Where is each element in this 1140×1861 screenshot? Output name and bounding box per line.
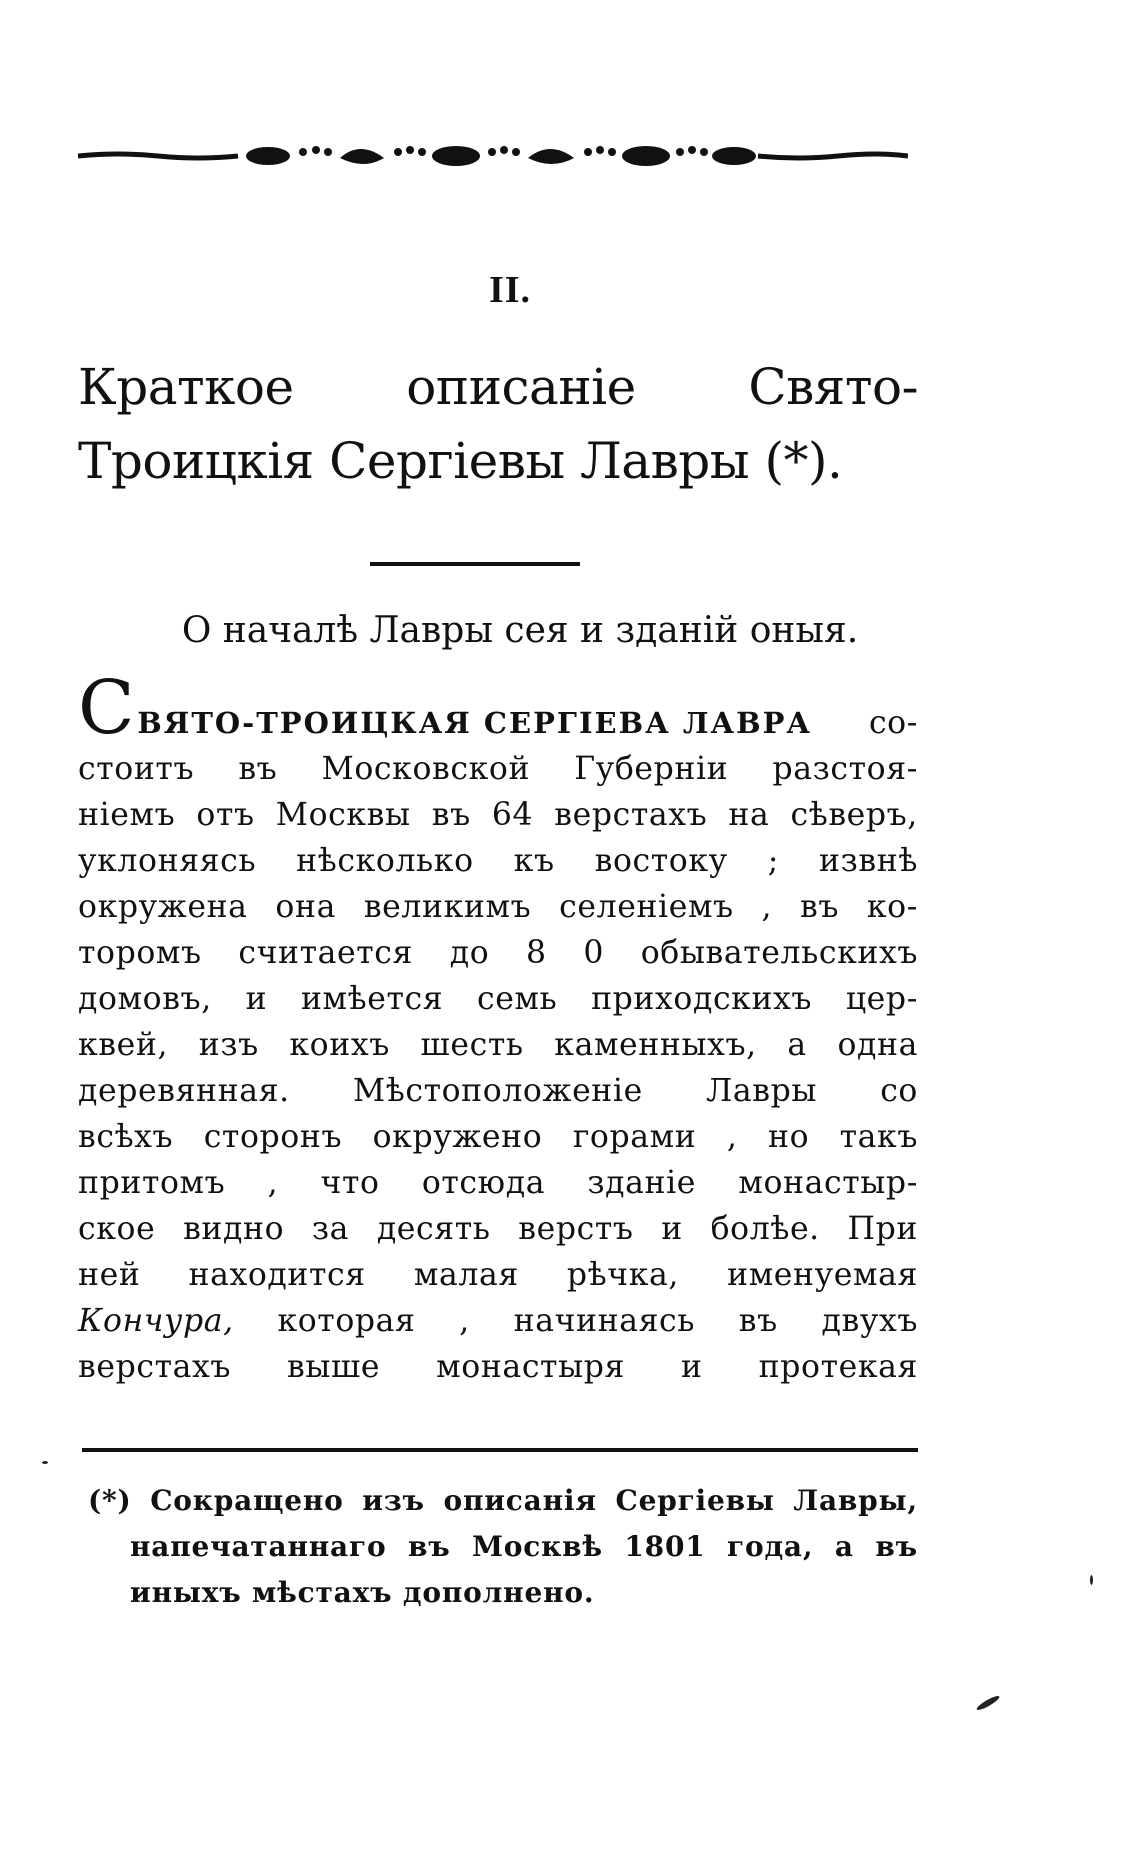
footnote-word: года, <box>727 1530 814 1563</box>
body-word: нѣсколько <box>296 843 474 879</box>
title-word: описаніе <box>406 358 636 416</box>
body-line-italic <box>78 1298 918 1344</box>
body-line <box>78 1022 918 1068</box>
body-line <box>78 838 918 884</box>
footnote-word: 1801 <box>624 1530 706 1563</box>
body-word: сторонъ <box>203 1119 343 1155</box>
footnote-word: Москвѣ <box>472 1530 603 1563</box>
body-word: и <box>681 1349 703 1385</box>
footnote-word: въ <box>407 1530 451 1563</box>
body-word: Губерніи <box>574 751 729 787</box>
body-word: 0 <box>583 935 605 971</box>
footnote-word: въ <box>875 1530 918 1563</box>
body-line <box>78 746 918 792</box>
body-word: а <box>787 1027 807 1063</box>
body-word: востоку <box>594 843 728 879</box>
title-line-2: Троицкія Сергіевы Лавры (*). <box>78 432 843 490</box>
body-word: начинаясь <box>513 1303 696 1339</box>
footnote-line-3: иныхъ мѣстахъ дополнено. <box>130 1576 595 1609</box>
body-word: со- <box>868 705 918 741</box>
body-word: деревянная. <box>78 1073 290 1109</box>
body-word: притомъ <box>78 1165 226 1201</box>
body-word: каменныхъ, <box>554 1027 757 1063</box>
body-word: отсюда <box>421 1165 546 1201</box>
opening-words <box>78 665 813 751</box>
body-word: Лавры <box>705 1073 818 1109</box>
footnote-divider <box>82 1448 918 1452</box>
body-word: она <box>275 889 336 925</box>
ink-speck <box>975 1694 1001 1712</box>
body-word: разстоя- <box>772 751 918 787</box>
body-word: , <box>459 1303 470 1339</box>
body-line <box>78 1114 918 1160</box>
body-word: такъ <box>839 1119 918 1155</box>
body-lines <box>78 746 918 1298</box>
body-word: ко- <box>866 889 918 925</box>
body-line <box>78 792 918 838</box>
body-word: имѣется <box>300 981 444 1017</box>
footnote-word: изъ <box>362 1484 425 1517</box>
body-word: видно <box>183 1211 285 1247</box>
section-number: II. <box>488 269 532 311</box>
body-word: отъ <box>196 797 255 833</box>
body-word: и <box>661 1211 683 1247</box>
body-word: верстахъ <box>554 797 708 833</box>
body-word: къ <box>513 843 555 879</box>
footnote-word: (*) <box>88 1484 132 1517</box>
body-word: верстъ <box>518 1211 634 1247</box>
body-word: болѣе. <box>710 1211 820 1247</box>
body-word: выше <box>287 1349 381 1385</box>
small-caps-text: ВЯТО-ТРОИЦКАЯ СЕРГІЕВА ЛАВРА <box>137 706 813 740</box>
body-word: изъ <box>198 1027 259 1063</box>
body-word: горами <box>572 1119 697 1155</box>
body-word: на <box>728 797 770 833</box>
body-word: цер- <box>845 981 918 1017</box>
body-word: 64 <box>491 797 534 833</box>
body-word: но <box>767 1119 810 1155</box>
body-word: , <box>726 1119 738 1155</box>
body-word: селеніемъ <box>559 889 734 925</box>
body-word: за <box>311 1211 350 1247</box>
body-word: домовъ, <box>78 981 212 1017</box>
body-word: великимъ <box>363 889 532 925</box>
title-word: Свято- <box>748 358 918 416</box>
footnote-word: Сокращено <box>150 1484 344 1517</box>
body-word: верстахъ <box>78 1349 231 1385</box>
body-line <box>78 930 918 976</box>
body-text <box>78 665 918 1390</box>
body-word: въ <box>238 751 278 787</box>
body-line <box>78 1252 918 1298</box>
body-word: одна <box>837 1027 918 1063</box>
river-name: Кончура, <box>78 1303 234 1339</box>
body-word: которая <box>277 1303 416 1339</box>
body-word: въ <box>738 1303 778 1339</box>
footnote-line-1 <box>88 1478 918 1524</box>
footnote-line-2 <box>88 1524 918 1570</box>
body-line-1 <box>78 665 918 751</box>
body-line <box>78 1068 918 1114</box>
body-word: При <box>847 1211 918 1247</box>
body-word: Мѣстоположеніе <box>352 1073 643 1109</box>
body-word: ніемъ <box>78 797 176 833</box>
drop-cap: С <box>78 665 136 751</box>
footnote-word: описанія <box>443 1484 597 1517</box>
footnote-word: напечатаннаго <box>130 1530 387 1563</box>
body-word: приходскихъ <box>591 981 813 1017</box>
footnote <box>88 1478 918 1616</box>
body-word: двухъ <box>821 1303 918 1339</box>
body-word: Московской <box>321 751 531 787</box>
body-word: , <box>267 1165 279 1201</box>
body-word: въ <box>800 889 840 925</box>
chapter-title <box>78 350 918 498</box>
body-line-last <box>78 1344 918 1390</box>
body-word: зданіе <box>587 1165 697 1201</box>
body-word: со <box>880 1073 918 1109</box>
title-line-1 <box>78 350 918 424</box>
footnote-word: Лавры, <box>793 1484 918 1517</box>
body-word: , <box>761 889 773 925</box>
body-word: рѣчка, <box>566 1257 679 1293</box>
body-word: считается <box>238 935 414 971</box>
body-word: ; <box>767 843 780 879</box>
body-word: до <box>449 935 490 971</box>
body-word: семь <box>476 981 558 1017</box>
ink-speck <box>42 1461 48 1464</box>
body-word: коихъ <box>289 1027 390 1063</box>
body-line <box>78 1160 918 1206</box>
title-word: Краткое <box>78 358 294 416</box>
body-word: десять <box>376 1211 491 1247</box>
body-word: 8 <box>526 935 547 971</box>
body-line <box>78 884 918 930</box>
ink-speck <box>1090 1575 1093 1585</box>
body-word: стоитъ <box>78 751 195 787</box>
body-word: Москвы <box>275 797 411 833</box>
body-word: окружено <box>372 1119 543 1155</box>
header-ornament <box>78 138 908 174</box>
body-word: торомъ <box>78 935 202 971</box>
body-word: именуемая <box>727 1257 918 1293</box>
body-line <box>78 1206 918 1252</box>
body-word: всѣхъ <box>78 1119 174 1155</box>
body-word: что <box>320 1165 380 1201</box>
body-word: обывательскихъ <box>640 935 918 971</box>
body-word: малая <box>413 1257 519 1293</box>
body-word: находится <box>188 1257 366 1293</box>
footnote-word: Сергіевы <box>615 1484 775 1517</box>
body-word: извнѣ <box>819 843 918 879</box>
body-word: монастыря <box>436 1349 625 1385</box>
body-word: окружена <box>78 889 248 925</box>
body-word: сѣверъ, <box>790 797 918 833</box>
body-word: и <box>245 981 268 1017</box>
body-word: монастыр- <box>738 1165 918 1201</box>
body-word: уклоняясь <box>78 843 257 879</box>
body-word: ское <box>78 1211 156 1247</box>
body-word: протекая <box>758 1349 918 1385</box>
body-word: шесть <box>420 1027 524 1063</box>
body-word: квей, <box>78 1027 169 1063</box>
body-word: въ <box>431 797 471 833</box>
title-divider <box>370 562 580 566</box>
footnote-word: а <box>834 1530 854 1563</box>
body-word: ней <box>78 1257 141 1293</box>
subheading: О началѣ Лавры сея и зданій оныя. <box>181 610 859 651</box>
body-line <box>78 976 918 1022</box>
